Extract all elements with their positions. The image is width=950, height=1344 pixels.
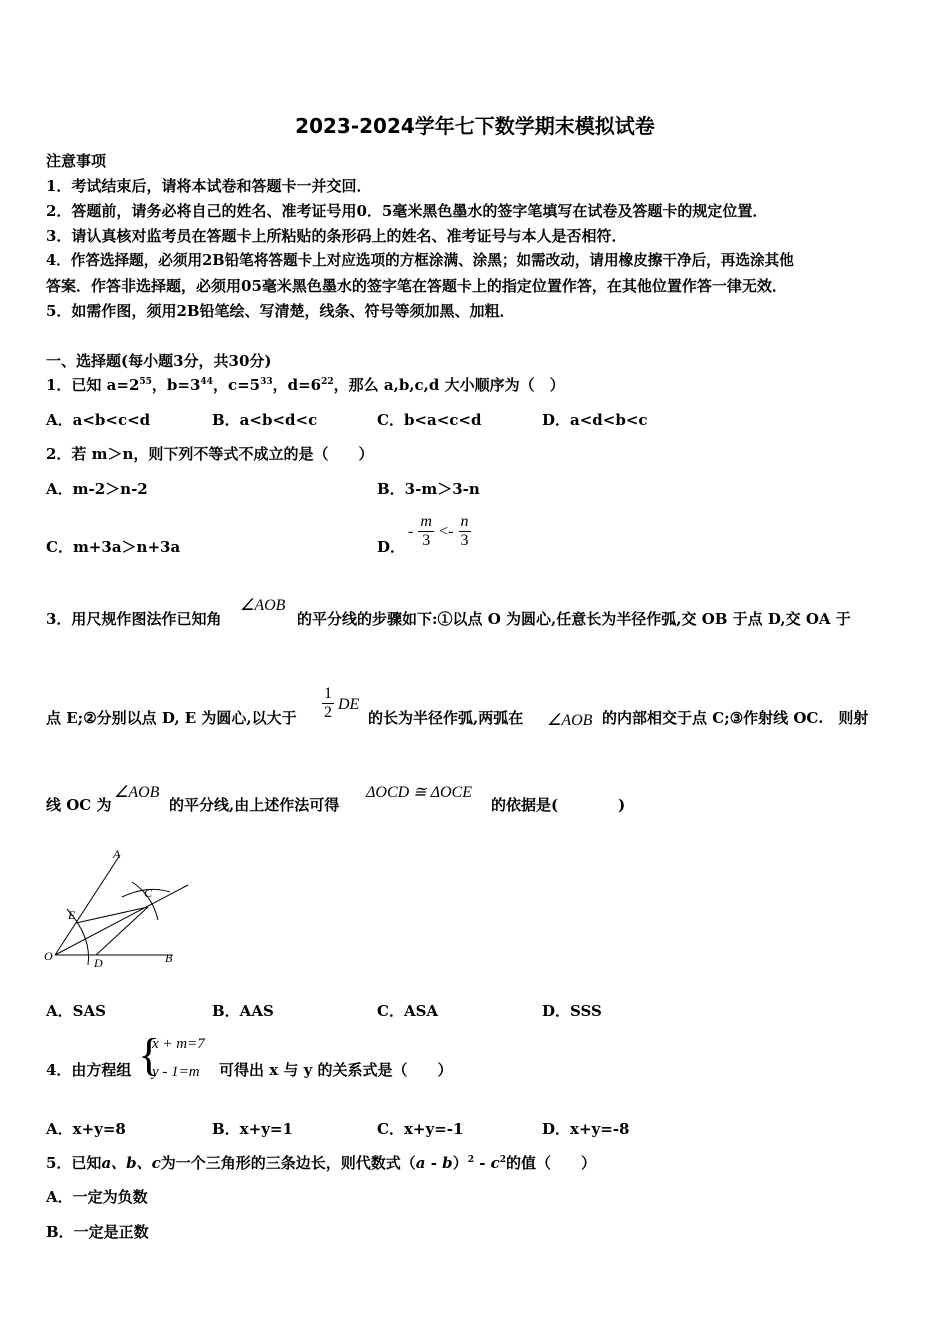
q2-option-d-math: - $\frac{m}{3}$ <- $\frac{n}{3}$ xyxy=(408,513,469,549)
q4-option-b: B．x+y=1 xyxy=(212,1120,293,1138)
q5-option-b: B．一定是正数 xyxy=(46,1223,149,1241)
equation-brace: { xyxy=(138,1029,161,1080)
q1-option-b: B．a<b<d<c xyxy=(212,411,318,429)
equation-1: x + m=7 xyxy=(152,1036,205,1052)
question-4-label: 4．由方程组 xyxy=(46,1061,132,1079)
label-b: B xyxy=(165,951,173,965)
question-2-stem: 2．若 m＞n，则下列不等式不成立的是（ ） xyxy=(46,445,374,463)
question-3-line-2a: 点 E;②分别以点 D, E 为圆心,以大于 xyxy=(46,709,297,727)
q3-option-d: D．SSS xyxy=(542,1002,602,1020)
section-heading: 一、选择题(每小题3分，共30分) xyxy=(46,352,272,370)
label-e: E xyxy=(68,908,76,922)
question-3-line-1a: 3．用尺规作图法作已知角 xyxy=(46,610,222,628)
half-fraction: $\frac{1}{2}$ xyxy=(324,685,332,721)
q2-option-a: A．m-2＞n-2 xyxy=(46,480,148,498)
q4-option-c: C．x+y=-1 xyxy=(377,1120,464,1138)
angle-aob: ∠AOB xyxy=(240,597,286,614)
segment-dc xyxy=(96,907,148,955)
congruence-statement: ΔOCD ≅ ΔOCE xyxy=(366,784,472,801)
question-5-stem: 5．已知a、b、c为一个三角形的三条边长，则代数式$(a - b)^2 - c^2$的值（ ） xyxy=(46,1154,597,1172)
page-title: 2023-2024学年七下数学期末模拟试卷 xyxy=(295,114,655,138)
label-d: D xyxy=(94,956,103,970)
label-a: A xyxy=(113,847,121,861)
ray-oa xyxy=(55,855,120,955)
q5-option-a: A．一定为负数 xyxy=(46,1188,148,1206)
label-o: O xyxy=(44,949,53,963)
q3-option-b: B．AAS xyxy=(212,1002,274,1020)
notice-heading: 注意事项 xyxy=(46,152,107,170)
notice-item: 2．答题前，请务必将自己的姓名、准考证号用0．5毫米黑色墨水的签字笔填写在试卷及答题卡的规定位置． xyxy=(46,202,768,220)
q1-option-d: D．a<d<b<c xyxy=(542,411,648,429)
label-c: C xyxy=(144,886,153,900)
notice-item: 3．请认真核对监考员在答题卡上所粘贴的条形码上的姓名、准考证号与本人是否相符． xyxy=(46,227,627,245)
question-3-line-3c: 的依据是( ) xyxy=(491,796,626,814)
q4-option-a: A．x+y=8 xyxy=(46,1120,126,1138)
q1-option-c: C．b<a<c<d xyxy=(377,411,482,429)
segment-de: DE xyxy=(338,696,360,713)
angle-bisector-figure xyxy=(40,845,200,970)
segment-ec xyxy=(76,907,148,923)
q2-option-c: C．m+3a＞n+3a xyxy=(46,538,181,556)
q3-option-a: A．SAS xyxy=(46,1002,106,1020)
question-3-line-1b: 的平分线的步骤如下:①以点 O 为圆心,任意长为半径作弧,交 OB 于点 D,交 OA 于 xyxy=(297,610,851,628)
q2-option-d-label: D． xyxy=(377,538,406,556)
q4-option-d: D．x+y=-8 xyxy=(542,1120,630,1138)
q3-option-c: C．ASA xyxy=(377,1002,439,1020)
question-4-tail: 可得出 x 与 y 的关系式是（ ） xyxy=(219,1061,453,1079)
notice-item: 1．考试结束后，请将本试卷和答题卡一并交回． xyxy=(46,177,372,195)
question-3-line-3a: 线 OC 为 xyxy=(46,796,112,814)
notice-item: 答案．作答非选择题，必须用05毫米黑色墨水的签字笔在答题卡上的指定位置作答，在其他位置作答一律无效． xyxy=(46,277,787,295)
notice-item: 5．如需作图，须用2B铅笔绘、写清楚，线条、符号等须加黑、加粗． xyxy=(46,302,515,320)
angle-aob: ∠AOB xyxy=(114,784,160,801)
q1-option-a: A．a<b<c<d xyxy=(46,411,151,429)
equation-2: y - 1=m xyxy=(152,1064,200,1080)
angle-aob: ∠AOB xyxy=(547,712,593,729)
notice-item: 4．作答选择题，必须用2B铅笔将答题卡上对应选项的方框涂满、涂黑；如需改动，请用橡皮擦干净后，再选涂其他 xyxy=(46,252,794,269)
question-3-line-2c: 的内部相交于点 C;③作射线 OC. 则射 xyxy=(602,709,869,727)
q2-option-b: B．3-m＞3-n xyxy=(377,480,480,498)
question-3-line-3b: 的平分线,由上述作法可得 xyxy=(169,796,340,814)
question-1-stem: 1．已知 $a=2^{55}$，$b=3^{44}$，$c=5^{33}$，$d=6^{22}$，那么 a,b,c,d 大小顺序为（ ） xyxy=(46,376,565,394)
question-3-line-2b: 的长为半径作弧,两弧在 xyxy=(368,709,524,727)
